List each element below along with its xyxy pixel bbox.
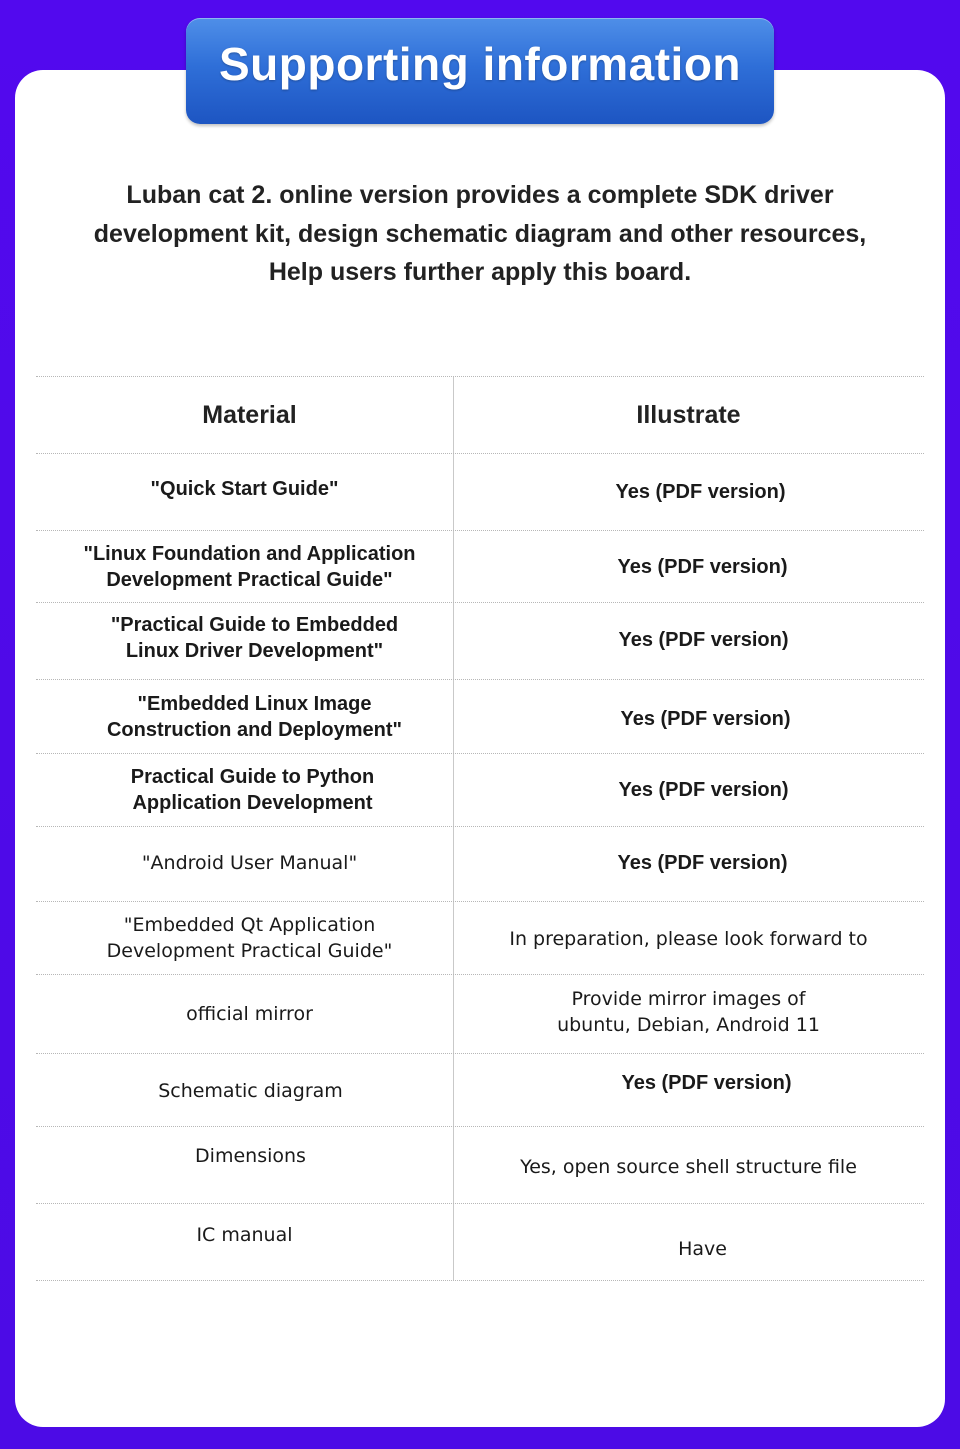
material-cell [36,680,453,753]
table-row [36,453,924,530]
material-text: Dimensions [195,1145,306,1167]
table-header-row [36,376,924,453]
material-cell [36,754,453,826]
material-text: Schematic diagram [158,1080,343,1102]
table-row [36,1203,924,1281]
illustrate-cell [453,531,924,602]
illustrate-text: Yes (PDF version) [615,481,786,503]
table-row [36,974,924,1053]
table-row [36,530,924,602]
material-cell [36,1204,453,1280]
illustrate-cell [453,1204,924,1280]
table-row [36,901,924,974]
intro-paragraph [60,176,900,292]
material-text: IC manual [196,1224,293,1246]
material-cell [36,531,453,602]
material-text: "Practical Guide to Embedded [110,614,399,636]
illustrate-text: Yes (PDF version) [620,707,791,730]
material-cell [36,902,453,974]
illustrate-text: Yes (PDF version) [621,1072,792,1094]
intro-line: Help users further apply this board. [268,258,692,286]
table-row [36,1126,924,1203]
material-text: "Linux Foundation and Application [83,542,416,565]
page-title: Supporting information [218,38,742,90]
illustrate-cell [453,603,924,679]
table-row [36,679,924,753]
illustrate-text: Yes (PDF version) [618,629,789,651]
material-text: Construction and Deployment" [106,718,403,741]
table-row [36,1053,924,1126]
illustrate-cell [453,975,924,1053]
table-row [36,753,924,826]
column-header-illustrate: Illustrate [636,401,741,429]
material-text: "Quick Start Guide" [150,478,339,500]
material-cell [36,1127,453,1203]
illustrate-text: In preparation, please look forward to [509,928,868,950]
material-text: Development Practical Guide" [106,940,393,962]
material-text: Development Practical Guide" [106,568,393,591]
illustrate-cell [453,902,924,974]
material-cell [36,603,453,679]
illustrate-text: Yes, open source shell structure file [520,1156,857,1178]
material-cell [36,454,453,530]
material-text: Application Development [132,792,373,814]
illustrate-text: Provide mirror images of [571,988,806,1010]
column-header-material: Material [202,401,297,429]
material-text: "Embedded Linux Image [137,692,372,715]
illustrate-cell [453,454,924,530]
illustrate-text: Have [678,1238,727,1260]
material-text: Linux Driver Development" [125,640,384,662]
intro-line: Luban cat 2. online version provides a complete SDK driver [126,181,834,209]
material-text: official mirror [186,1003,313,1025]
table-row [36,826,924,901]
material-cell [36,1054,453,1126]
material-text: "Embedded Qt Application [123,914,376,936]
intro-line: development kit, design schematic diagram and other resources, [93,219,867,248]
illustrate-cell [453,1127,924,1203]
material-text: Practical Guide to Python [130,766,375,788]
illustrate-cell [453,827,924,901]
illustrate-text: Yes (PDF version) [617,555,788,578]
illustrate-cell [453,754,924,826]
illustrate-text: ubuntu, Debian, Android 11 [557,1014,820,1036]
table-row [36,602,924,679]
illustrate-text: Yes (PDF version) [618,779,789,801]
title-banner [186,18,774,124]
illustrate-cell [453,680,924,753]
material-text: "Android User Manual" [141,852,358,874]
material-cell [36,827,453,901]
material-cell [36,975,453,1053]
illustrate-text: Yes (PDF version) [617,852,788,874]
materials-table [36,376,924,1281]
illustrate-cell [453,1054,924,1126]
